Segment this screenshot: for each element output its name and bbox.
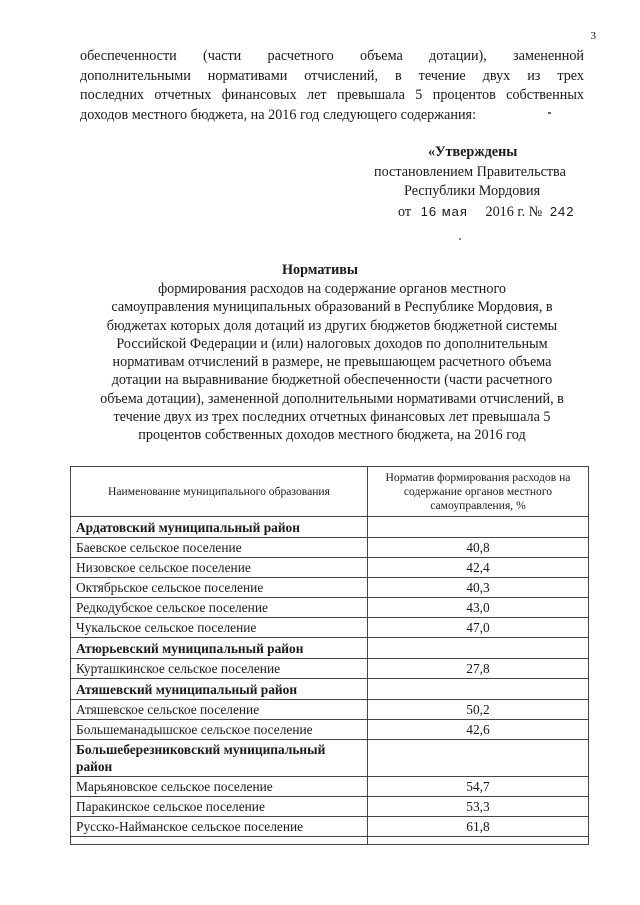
approval-date: 16 мая xyxy=(420,203,468,219)
subtitle-line: течение двух из трех последних отчетных финансовых лет превышала 5 xyxy=(113,409,551,426)
table-row xyxy=(71,777,589,797)
settlement-value: 42,4 xyxy=(368,558,589,578)
approval-number: 242 xyxy=(549,203,575,219)
district-name: Атяшевский муниципальный район xyxy=(71,679,368,700)
settlement-name: Низовское сельское поселение xyxy=(71,558,368,578)
approval-date-line xyxy=(370,202,575,223)
settlement-name: Баевское сельское поселение xyxy=(71,538,368,558)
district-name: Атюрьевский муниципальный район xyxy=(71,638,368,659)
subtitle-line: процентов собственных доходов местного бюджета, на 2016 год xyxy=(138,427,526,444)
table-header-row xyxy=(71,467,589,517)
approval-by: постановлением Правительства xyxy=(374,163,566,180)
subtitle-line: бюджетах которых доля дотаций из других бюджетов бюджетной системы xyxy=(106,317,558,334)
settlement-value: 47,0 xyxy=(368,618,589,638)
district-name: Большеберезниковский муниципальный район xyxy=(71,740,368,777)
settlement-name: Русско-Найманское сельское поселение xyxy=(71,817,368,837)
subtitle-line: Российской Федерации и (или) налоговых доходов по дополнительным xyxy=(116,335,548,352)
page-number: 3 xyxy=(590,30,596,42)
column-header-name: Наименование муниципального образования xyxy=(71,467,368,517)
subtitle-line: самоуправления муниципальных образований в Республике Мордовия, в xyxy=(111,299,553,316)
document-title: Нормативы xyxy=(282,262,358,278)
table-row xyxy=(71,700,589,720)
settlement-name: Атяшевское сельское поселение xyxy=(71,700,368,720)
column-header-norm: Норматив формирования расходов на содержание органов местного самоуправления, % xyxy=(368,467,589,517)
settlement-value: 40,8 xyxy=(368,538,589,558)
settlement-name: Октябрьское сельское поселение xyxy=(71,578,368,598)
intro-line: доходов местного бюджета, на 2016 год следующего содержания: xyxy=(80,106,477,123)
table-row xyxy=(71,720,589,740)
settlement-value: 27,8 xyxy=(368,659,589,679)
approval-heading: «Утверждены xyxy=(428,144,518,160)
approval-government: Республики Мордовия xyxy=(404,183,541,199)
settlement-name: Большеманадышское сельское поселение xyxy=(71,720,368,740)
table-row xyxy=(71,618,589,638)
settlement-value: 53,3 xyxy=(368,797,589,817)
subtitle-line: объема дотации), замененной дополнительными нормативами отчислений, в xyxy=(100,390,564,407)
intro-line: последних отчетных финансовых лет превышала 5 процентов собственных xyxy=(80,87,584,103)
table-row xyxy=(71,558,589,578)
settlement-name: Курташкинское сельское поселение xyxy=(71,659,368,679)
table-bottom-row xyxy=(71,837,589,845)
intro-paragraph xyxy=(80,47,584,125)
table-row xyxy=(71,659,589,679)
district-name: Ардатовский муниципальный район xyxy=(71,517,368,538)
approval-year: 2016 г. № xyxy=(485,203,543,220)
table-row xyxy=(71,598,589,618)
table-row xyxy=(71,578,589,598)
settlement-name: Паракинское сельское поселение xyxy=(71,797,368,817)
table-row xyxy=(71,797,589,817)
subtitle-line: дотации на выравнивание бюджетной обеспеченности (части расчетного xyxy=(111,372,553,389)
approval-ot: от xyxy=(398,203,412,220)
district-row xyxy=(71,740,589,777)
norms-table xyxy=(70,466,589,845)
scan-speck xyxy=(548,112,551,114)
scan-speck xyxy=(459,238,461,240)
district-row xyxy=(71,517,589,538)
table-row xyxy=(71,538,589,558)
intro-line: обеспеченности (части расчетного объема дотации), замененной xyxy=(80,48,584,64)
settlement-value: 54,7 xyxy=(368,777,589,797)
settlement-value: 42,6 xyxy=(368,720,589,740)
settlement-value: 61,8 xyxy=(368,817,589,837)
settlement-value: 40,3 xyxy=(368,578,589,598)
table-row xyxy=(71,817,589,837)
settlement-value: 50,2 xyxy=(368,700,589,720)
subtitle-line: формирования расходов на содержание органов местного xyxy=(157,281,507,297)
approval-stamp-block xyxy=(370,143,575,222)
intro-line: дополнительными нормативами отчислений, в течение двух из трех xyxy=(80,67,584,84)
district-row xyxy=(71,638,589,659)
settlement-name: Марьяновское сельское поселение xyxy=(71,777,368,797)
settlement-value: 43,0 xyxy=(368,598,589,618)
document-subtitle xyxy=(80,280,584,445)
subtitle-line: нормативам отчислений в размере, не превышающем расчетного объема xyxy=(112,354,552,371)
settlement-name: Чукальское сельское поселение xyxy=(71,618,368,638)
settlement-name: Редкодубское сельское поселение xyxy=(71,598,368,618)
district-row xyxy=(71,679,589,700)
